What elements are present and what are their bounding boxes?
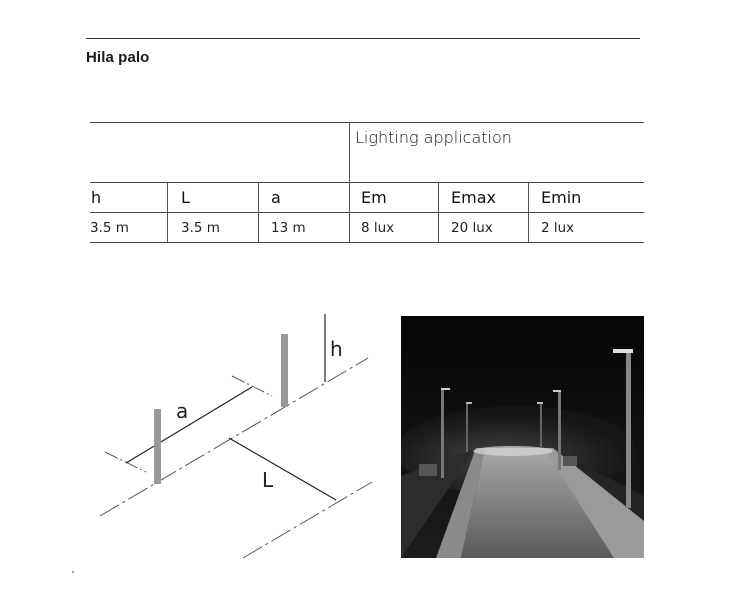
group-divider xyxy=(349,122,350,182)
label-a: a xyxy=(176,399,189,423)
bench-right xyxy=(563,456,577,466)
pole-layout-diagram xyxy=(0,300,380,580)
dimension-a-ext2 xyxy=(232,376,272,396)
column-header-em: Em xyxy=(361,188,387,207)
col-divider xyxy=(438,182,439,242)
header-bottom-rule xyxy=(90,212,644,213)
column-header-l: L xyxy=(181,188,190,207)
table-bottom-rule xyxy=(90,242,644,243)
pole-back xyxy=(281,334,288,407)
pole-front xyxy=(154,409,161,484)
table-cell-h: 3.5 m xyxy=(90,220,129,236)
page-title: Hila palo xyxy=(86,49,150,66)
table-top-rule xyxy=(90,122,644,123)
label-l: L xyxy=(262,468,274,492)
table-cell-emin: 2 lux xyxy=(541,220,575,236)
table-cell-a: 13 m xyxy=(271,220,306,236)
table-cell-emax: 20 lux xyxy=(451,220,493,236)
dimension-l-ext1 xyxy=(229,438,336,500)
col-divider xyxy=(167,182,168,242)
table-cell-em: 8 lux xyxy=(361,220,395,236)
header-top-rule xyxy=(90,182,644,183)
dimension-a-line xyxy=(126,387,252,463)
column-header-emax: Emax xyxy=(451,188,496,207)
column-header-h: h xyxy=(91,188,102,207)
column-header-emin: Emin xyxy=(541,188,582,207)
lighting-application-header: Lighting application xyxy=(355,128,512,147)
path-edge-lower xyxy=(243,482,372,558)
column-header-a: a xyxy=(271,188,281,207)
top-rule xyxy=(86,38,640,39)
table-cell-l: 3.5 m xyxy=(181,220,220,236)
col-divider xyxy=(349,182,350,242)
label-h: h xyxy=(330,337,343,361)
path-edge-upper xyxy=(100,358,368,516)
col-divider xyxy=(258,182,259,242)
bench-left xyxy=(419,464,437,476)
bottom-mark xyxy=(72,571,74,573)
night-path-lighting-photo xyxy=(401,316,644,558)
col-divider xyxy=(528,182,529,242)
